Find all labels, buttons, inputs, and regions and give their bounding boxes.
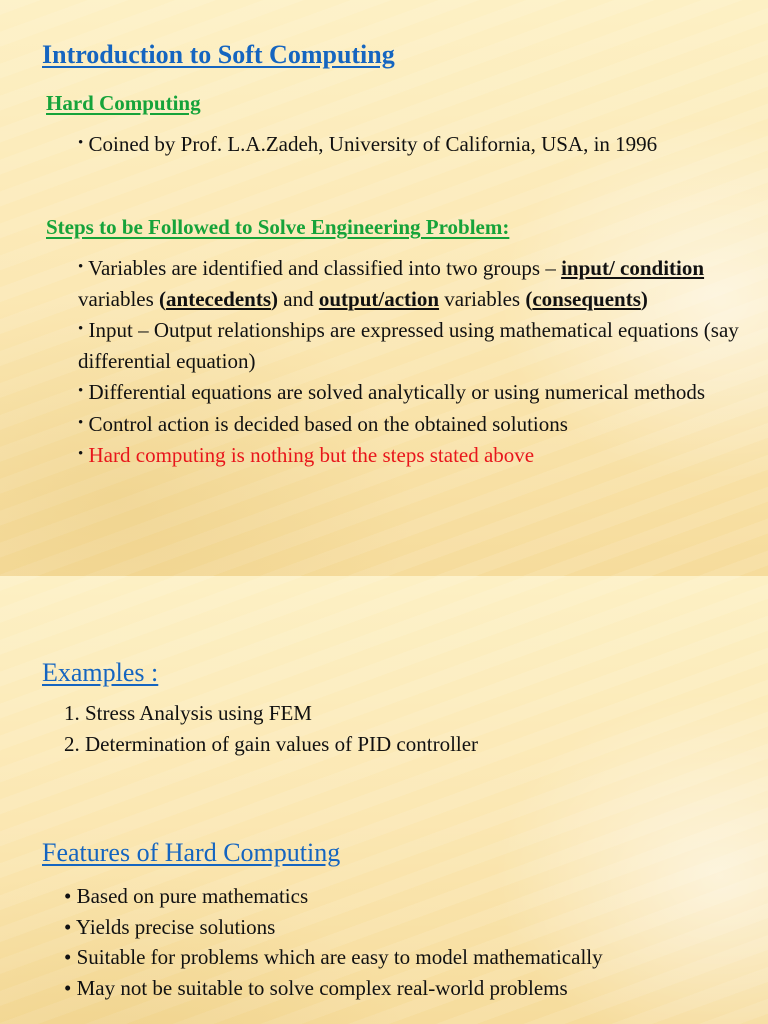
examples-heading-link[interactable]: Examples : xyxy=(42,658,159,687)
slide-2 xyxy=(0,576,768,1024)
consequents-open: ( xyxy=(525,286,533,311)
steps-list xyxy=(78,252,748,471)
examples-list xyxy=(64,698,744,759)
bullet-icon: • xyxy=(78,446,84,462)
coined-text: Coined by Prof. L.A.Zadeh, University of California, USA, in 1996 xyxy=(88,132,658,156)
step-item-3 xyxy=(78,376,748,408)
example-item-1: 1. Stress Analysis using FEM xyxy=(64,701,312,725)
step-1-text-b: variables xyxy=(78,286,160,311)
step-4-text: Control action is decided based on the obtained solutions xyxy=(88,411,568,436)
step-5-text: Hard computing is nothing but the steps stated above xyxy=(88,443,535,467)
antecedents-close: ) xyxy=(271,286,279,311)
feature-item-2: • Yields precise solutions xyxy=(64,914,276,939)
input-condition-term: input/ condition xyxy=(561,256,705,280)
antecedents-open: ( xyxy=(159,286,167,311)
slide-title-link[interactable]: Introduction to Soft Computing xyxy=(42,40,395,69)
consequents-close: ) xyxy=(640,286,648,311)
step-item-4 xyxy=(78,408,748,440)
step-item-2 xyxy=(78,314,748,376)
step-item-1 xyxy=(78,252,748,314)
consequents-term: consequents xyxy=(532,286,641,311)
antecedents-term: antecedents xyxy=(166,286,272,311)
example-item-2: 2. Determination of gain values of PID controller xyxy=(64,731,479,756)
output-action-term: output/action xyxy=(318,286,440,311)
features-heading-link[interactable]: Features of Hard Computing xyxy=(42,838,341,867)
feature-item-4: • May not be suitable to solve complex real-world problems xyxy=(64,975,568,1000)
step-1-text-c: and xyxy=(278,286,319,311)
feature-2-text: Yields precise solutions xyxy=(75,914,276,939)
feature-3-text: Suitable for problems which are easy to model mathematically xyxy=(76,945,603,969)
hard-computing-heading: Hard Computing xyxy=(46,91,201,115)
step-item-5 xyxy=(78,439,748,471)
feature-item-1: • Based on pure mathematics xyxy=(64,884,309,908)
step-3-text: Differential equations are solved analytically or using numerical methods xyxy=(88,380,706,404)
features-list xyxy=(64,881,754,1003)
steps-heading: Steps to be Followed to Solve Engineering Problem: xyxy=(46,215,510,239)
bullet-icon: • xyxy=(78,259,84,275)
feature-4-text: May not be suitable to solve complex real-world problems xyxy=(76,975,568,1000)
coined-paragraph xyxy=(78,128,748,160)
step-1-text-a: Variables are identified and classified into two groups – xyxy=(88,256,562,280)
step-2-text: Input – Output relationships are expressed using mathematical equations (say differential equation) xyxy=(78,318,739,373)
feature-item-3: • Suitable for problems which are easy to model mathematically xyxy=(64,945,603,969)
bullet-icon: • xyxy=(78,321,84,337)
bullet-icon: • xyxy=(78,135,84,151)
bullet-icon: • xyxy=(78,383,84,399)
step-1-text-d: variables xyxy=(439,286,526,311)
feature-1-text: Based on pure mathematics xyxy=(76,884,309,908)
bullet-icon: • xyxy=(78,414,84,431)
